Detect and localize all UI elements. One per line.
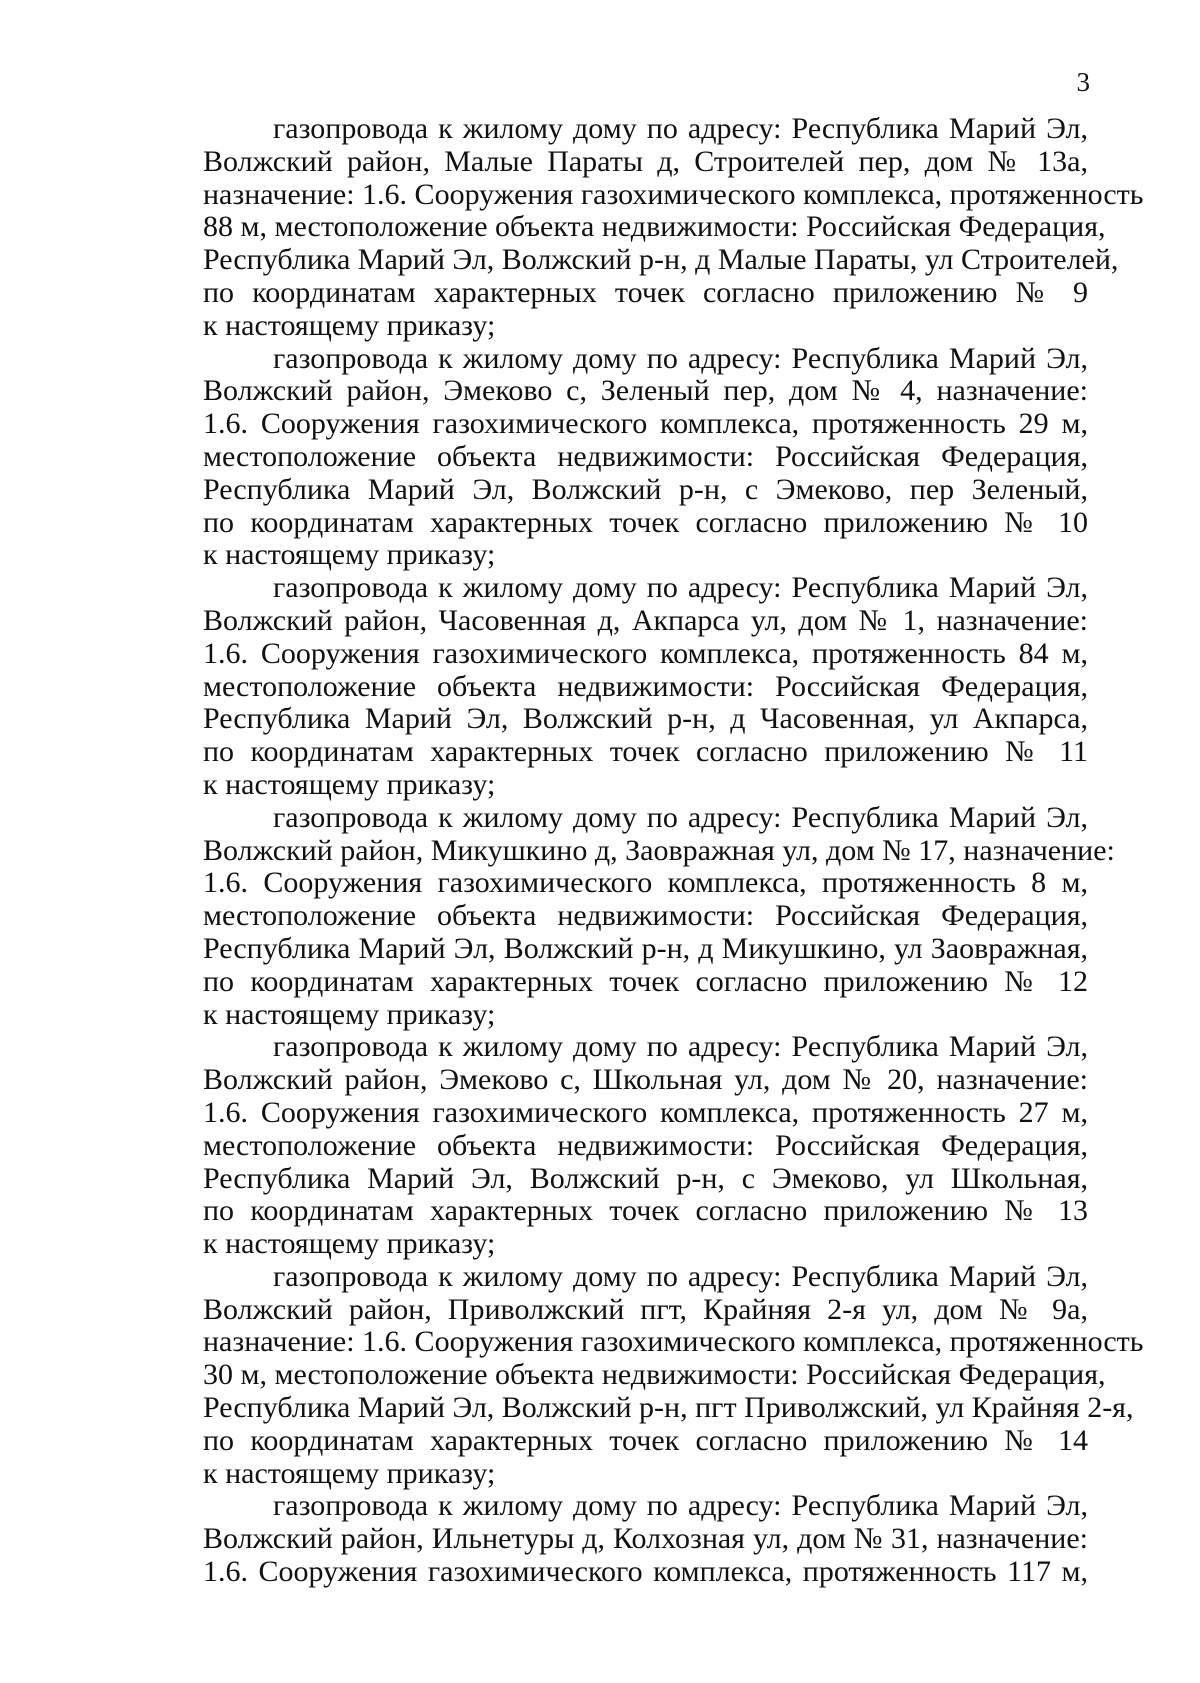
text-line: 30 м, местоположение объекта недвижимости: Российская Федерация, bbox=[203, 1358, 1106, 1392]
text-line: по координатам характерных точек согласно приложению № 13 bbox=[203, 1194, 1088, 1228]
paragraph bbox=[203, 112, 1144, 343]
text-line: назначение: 1.6. Сооружения газохимического комплекса, протяженность bbox=[203, 177, 1144, 211]
paragraph bbox=[203, 1259, 1144, 1491]
text-line: 1.6. Сооружения газохимического комплекса, протяженность 84 м, bbox=[203, 636, 1088, 670]
text-line: 1.6. Сооружения газохимического комплекса, протяженность 29 м, bbox=[203, 407, 1088, 441]
text-line: Республика Марий Эл, Волжский р-н, д Малые Параты, ул Строителей, bbox=[203, 243, 1119, 277]
text-line: по координатам характерных точек согласно приложению № 14 bbox=[203, 1423, 1088, 1457]
text-line: по координатам характерных точек согласно приложению № 11 bbox=[203, 735, 1088, 769]
text-line: Волжский район, Ильнетуры д, Колхозная ул, дом № 31, назначение: bbox=[203, 1522, 1088, 1556]
text-line: по координатам характерных точек согласно приложению № 9 bbox=[203, 275, 1088, 309]
text-line: газопровода к жилому дому по адресу: Республика Марий Эл, bbox=[273, 800, 1088, 834]
text-line: назначение: 1.6. Сооружения газохимического комплекса, протяженность bbox=[203, 1325, 1144, 1359]
text-line: местоположение объекта недвижимости: Российская Федерация, bbox=[203, 669, 1088, 703]
paragraph bbox=[203, 800, 1115, 1032]
text-line: 88 м, местоположение объекта недвижимости: Российская Федерация, bbox=[203, 210, 1106, 244]
text-line: к настоящему приказу; bbox=[203, 1456, 496, 1490]
text-line: Волжский район, Часовенная д, Акпарса ул, дом № 1, назначение: bbox=[203, 603, 1088, 637]
text-line: 1.6. Сооружения газохимического комплекса, протяженность 8 м, bbox=[203, 866, 1088, 900]
text-line: к настоящему приказу; bbox=[203, 997, 496, 1031]
paragraph bbox=[203, 343, 1088, 573]
text-line: Волжский район, Эмеково с, Школьная ул, дом № 20, назначение: bbox=[203, 1063, 1088, 1097]
text-line: к настоящему приказу; bbox=[203, 1227, 496, 1261]
text-line: Волжский район, Приволжский пгт, Крайняя 2-я ул, дом № 9а, bbox=[203, 1292, 1088, 1326]
text-line: к настоящему приказу; bbox=[203, 538, 496, 572]
paragraph bbox=[203, 1490, 1088, 1588]
text-line: к настоящему приказу; bbox=[203, 767, 496, 801]
text-line: местоположение объекта недвижимости: Российская Федерация, bbox=[203, 1128, 1088, 1162]
text-line: газопровода к жилому дому по адресу: Республика Марий Эл, bbox=[273, 1030, 1088, 1064]
text-line: газопровода к жилому дому по адресу: Республика Марий Эл, bbox=[273, 1489, 1088, 1523]
text-line: 1.6. Сооружения газохимического комплекса, протяженность 117 м, bbox=[203, 1555, 1088, 1589]
page-number: 3 bbox=[1076, 67, 1090, 97]
text-line: Республика Марий Эл, Волжский р-н, д Микушкино, ул Заовражная, bbox=[203, 931, 1088, 965]
text-line: местоположение объекта недвижимости: Российская Федерация, bbox=[203, 439, 1088, 473]
text-line: газопровода к жилому дому по адресу: Республика Марий Эл, bbox=[273, 112, 1088, 145]
text-line: газопровода к жилому дому по адресу: Республика Марий Эл, bbox=[273, 571, 1088, 605]
text-line: газопровода к жилому дому по адресу: Республика Марий Эл, bbox=[273, 1259, 1088, 1293]
text-line: Волжский район, Эмеково с, Зеленый пер, дом № 4, назначение: bbox=[203, 374, 1088, 408]
text-line: Волжский район, Микушкино д, Заовражная ул, дом № 17, назначение: bbox=[203, 833, 1115, 867]
text-line: местоположение объекта недвижимости: Российская Федерация, bbox=[203, 899, 1088, 933]
text-line: по координатам характерных точек согласно приложению № 10 bbox=[203, 505, 1088, 539]
text-line: Республика Марий Эл, Волжский р-н, д Часовенная, ул Акпарса, bbox=[203, 702, 1088, 736]
text-line: Республика Марий Эл, Волжский р-н, с Эмеково, ул Школьная, bbox=[203, 1161, 1088, 1195]
text-line: 1.6. Сооружения газохимического комплекса, протяженность 27 м, bbox=[203, 1095, 1088, 1129]
text-line: Республика Марий Эл, Волжский р-н, пгт Приволжский, ул Крайняя 2-я, bbox=[203, 1391, 1134, 1425]
text-line: Волжский район, Малые Параты д, Строителей пер, дом № 13а, bbox=[203, 144, 1088, 178]
paragraph bbox=[203, 1031, 1088, 1261]
text-line: Республика Марий Эл, Волжский р-н, с Эмеково, пер Зеленый, bbox=[203, 472, 1088, 506]
text-line: к настоящему приказу; bbox=[203, 308, 496, 342]
text-line: газопровода к жилому дому по адресу: Республика Марий Эл, bbox=[273, 341, 1088, 375]
paragraph bbox=[203, 572, 1088, 802]
document-body bbox=[203, 112, 1144, 1589]
text-line: по координатам характерных точек согласно приложению № 12 bbox=[203, 964, 1088, 998]
